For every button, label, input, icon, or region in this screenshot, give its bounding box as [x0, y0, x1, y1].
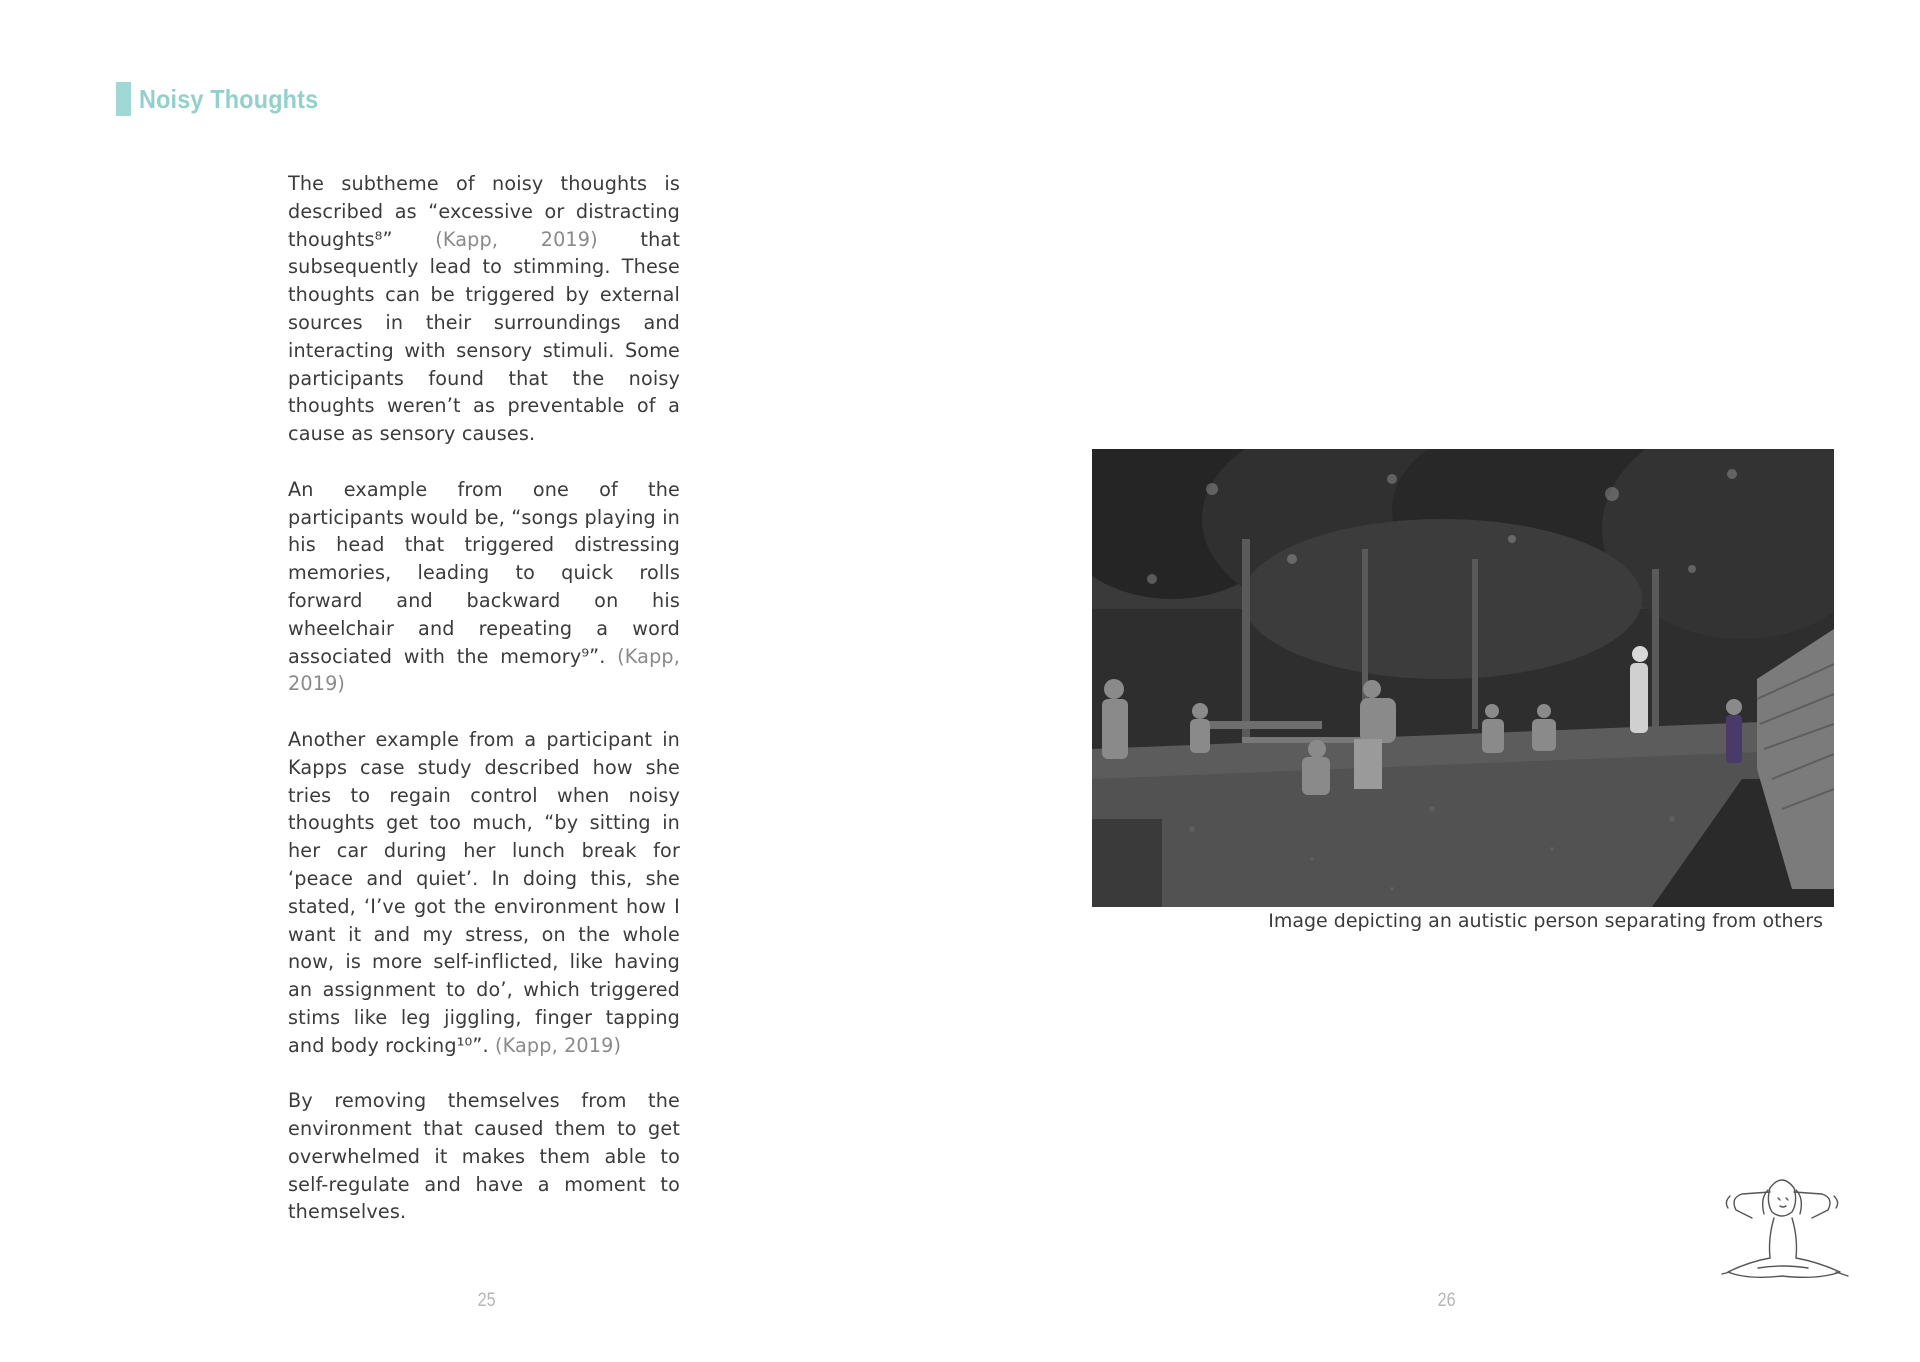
paragraph-text: An example from one of the participants would be, “songs playing in his head that triggered distressing memories, leading to quick rolls forward and backward on his wheelchair and repeating a word associated with the memory⁹”.	[288, 477, 680, 668]
paragraph-text: The subtheme of noisy thoughts is described as “excessive or distracting thoughts⁸”	[288, 172, 680, 251]
citation: (Kapp, 2019)	[494, 1033, 622, 1057]
paragraph	[288, 726, 680, 1060]
citation: (Kapp, 2019)	[435, 227, 598, 251]
paragraph-text: By removing themselves from the environment that caused them to get overwhelmed it makes them able to self-regulate and have a moment to themselves.	[288, 1089, 680, 1224]
paragraph-text: Another example from a participant in Kapps case study described how she tries to regain control when noisy thoughts get too much, “by sitting in her car during her lunch break for ‘peace and quiet’. In doing this, she stated, ‘I’ve got the environment how I want it and my stress, on the whole now, is more self-inflicted, like having an assignment to do’, which triggered stims like leg jiggling, finger tapping and body rocking¹⁰”.	[288, 727, 680, 1057]
page-number: 26	[1437, 1290, 1456, 1311]
page-number: 25	[477, 1290, 496, 1311]
image-caption: Image depicting an autistic person separating from others	[1268, 910, 1823, 932]
park-photo	[1092, 449, 1834, 907]
citation: (Kapp, 2019)	[288, 644, 680, 696]
paragraph	[288, 170, 680, 448]
sitting-person-sketch-icon	[1708, 1168, 1856, 1292]
section-heading	[116, 82, 338, 116]
paragraph-text: that subsequently lead to stimming. These thoughts can be triggered by external sources in their surroundings and interacting with sensory stimuli. Some participants found that the noisy thoughts weren’t as preventable of a cause as sensory causes.	[288, 227, 680, 446]
paragraph	[288, 476, 680, 698]
paragraph	[288, 1087, 680, 1226]
heading-accent-bar	[116, 82, 131, 116]
body-text	[288, 170, 680, 1254]
section-title: Noisy Thoughts	[139, 83, 319, 114]
